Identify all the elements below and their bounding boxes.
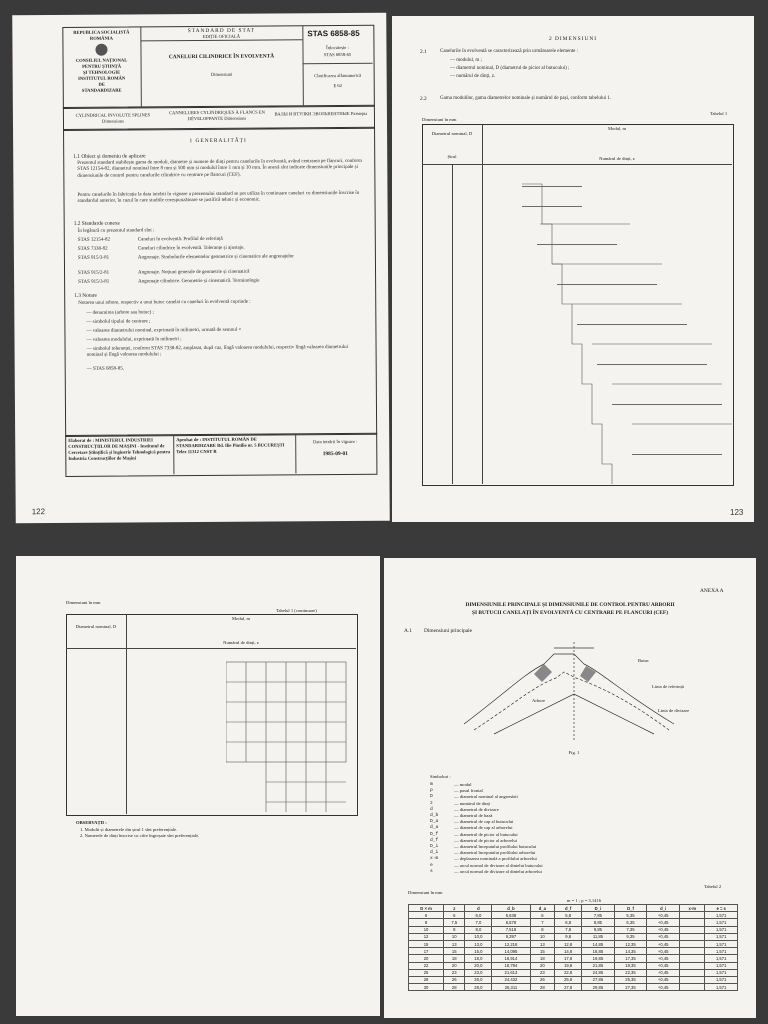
table-cell: 6,578 — [492, 919, 530, 926]
table-row — [409, 912, 738, 919]
table-cell: 23 — [530, 969, 555, 976]
table-cell — [680, 976, 705, 983]
classification-value: E 62 — [333, 83, 343, 89]
table-cell: 16,85 — [582, 948, 615, 955]
table-cell: 22,35 — [614, 969, 647, 976]
annex-title-2: ȘI BUTUCII CANELAȚI ÎN EVOLVENTĂ CU CENTRARE PE FLANCURI (CEF) — [471, 610, 669, 616]
edition-label: EDIȚIE OFICIALĂ — [202, 33, 241, 39]
table-cell: 1,571 — [705, 912, 738, 919]
ref-code: STAS 12154-82 — [77, 237, 111, 243]
table-2-subtitle: m = 1 ; p = 3,1416 — [566, 898, 602, 903]
symbol-key: d_f — [430, 837, 439, 843]
issuer-line: CONSILIUL NAȚIONAL — [75, 57, 128, 63]
ref-code: STAS 915/3-81 — [78, 279, 110, 285]
stas-code: STAS 6858-85 — [307, 28, 360, 39]
section-title: 2 DIMENSIUNI — [548, 36, 598, 42]
issuer-line: PENTRU ȘTIINȚĂ — [82, 63, 122, 69]
table-header-cell: e = s — [705, 905, 738, 912]
table-cell: 18,0 — [465, 955, 492, 962]
table-header-cell: d_i — [647, 905, 680, 912]
table-cell: 7,0 — [465, 919, 492, 926]
table-label: Tabelul 2 — [704, 884, 722, 889]
table-cell: 10 — [409, 926, 444, 933]
table-cell: 8,85 — [582, 919, 615, 926]
table-cell: 5,35 — [614, 912, 647, 919]
table-cell: 1,571 — [705, 926, 738, 933]
symbol-description: — pasul frontal — [454, 788, 483, 794]
table-cell: 28 — [444, 984, 465, 991]
annex-label: ANEXA A — [700, 588, 724, 594]
symbol-key: D_i — [430, 844, 439, 849]
replaces-label: Înlocuiește : — [326, 44, 349, 51]
table-cell: 9,8 — [555, 933, 582, 940]
table-cell: 12,216 — [492, 940, 530, 947]
table-cell: 7 — [530, 919, 555, 926]
table-cell: 8 — [409, 919, 444, 926]
table-row — [409, 948, 738, 955]
notation-item: — STAS 6858-85. — [86, 366, 124, 372]
subsection-a1-title: Dimensiuni principale — [424, 628, 473, 634]
table-cell: 21,85 — [582, 962, 615, 969]
table-cell: 20 — [530, 962, 555, 969]
ref-text: Caneluri cilindrice în evolventă. Toleranțe și ajustaje. — [137, 245, 245, 252]
col-header-diameter: Diametrul nominal, D — [431, 131, 473, 136]
table-row — [409, 926, 738, 933]
divider — [452, 164, 453, 484]
col-header-teeth: Numărul de dinți, z — [599, 156, 635, 161]
ref-text: Caneluri în evolventă. Profilul de referință — [137, 236, 223, 243]
label-reference-line: Linia de referință — [652, 684, 684, 689]
table-cell: 14,095 — [492, 948, 530, 955]
symbol-description: — diametrul nominal al angrenării — [454, 794, 518, 800]
table-row — [409, 976, 738, 983]
symbol-description: — numărul de dinți — [454, 800, 491, 806]
symbol-key: D_a — [430, 819, 439, 825]
symbol-description: — diametrul de cap al arborelui — [454, 825, 513, 831]
label-arbore: Arbore — [532, 698, 546, 703]
divider — [66, 648, 356, 649]
table-header-cell: z — [444, 905, 465, 912]
symbol-description: — deplasarea nominală a profilului arborelui — [454, 856, 537, 862]
subsection-a1: A.1 — [404, 628, 412, 634]
table-cell: 1,571 — [705, 976, 738, 983]
units-label: Dimensiuni în mm — [66, 600, 101, 605]
table-cell: 18 — [444, 955, 465, 962]
standard-label: STANDARD DE STAT — [187, 27, 255, 35]
table-cell: 6 — [530, 912, 555, 919]
table-cell: 27,35 — [614, 984, 647, 991]
table-cell: 24,432 — [492, 976, 530, 983]
footer-date-label: Data intrării în vigoare : — [312, 438, 358, 445]
table-cell: 24,85 — [582, 969, 615, 976]
table-cell: +0,45 — [647, 940, 680, 947]
table-cell: +0,45 — [647, 926, 680, 933]
symbol-description: — arcul normal de divizare al dintelui butucului — [454, 862, 543, 868]
notation-item: — valoarea diametrului nominal, exprimată în milimetri, urmată de semnul × — [86, 327, 242, 334]
table-cell: 29,85 — [582, 984, 615, 991]
table-cell: 15 — [444, 948, 465, 955]
table-cell: 26,311 — [492, 984, 530, 991]
table-header-cell: d_f — [555, 905, 582, 912]
subsection-1-2: 1.2 Standarde conexe — [73, 220, 120, 227]
col-header-module: Modul, m — [231, 616, 251, 621]
table-cell: 17 — [409, 948, 444, 955]
table-cell: 17,35 — [614, 955, 647, 962]
table-cell: 21,613 — [492, 969, 530, 976]
paragraph-1-2: În legătură cu prezentul standard sînt : — [77, 228, 155, 234]
table-header-cell: D × m — [409, 905, 444, 912]
table-cell: +0,45 — [647, 969, 680, 976]
table-cell: 28 — [409, 976, 444, 983]
table-cell: 1,571 — [705, 984, 738, 991]
translation-fr: CANNELURES CYLINDRIQUES À FLANCS EN DÉVELOPPANTE Dimensions — [168, 109, 265, 122]
page-124 — [16, 556, 380, 1016]
table-cell: 19,85 — [582, 955, 615, 962]
subsection-2-2: 2.2 — [420, 96, 427, 102]
page-122 — [12, 13, 390, 524]
issuer-line: INSTITUTUL ROMÂN — [78, 75, 126, 81]
observation-item: 2. Numerele de dinți înscrise cu cifre îngroșate sînt preferențiale. — [80, 833, 200, 838]
notation-item: — valoarea modulului, exprimată în milimetri ; — [86, 337, 182, 343]
classification-label: Clasificarea alfanumerică — [314, 72, 362, 79]
ref-code: STAS 7338-82 — [77, 246, 108, 252]
table-cell: +0,45 — [647, 948, 680, 955]
spline-profile-figure — [464, 634, 684, 744]
symbol-description: — diametrul de picior al butucului — [454, 831, 518, 837]
table-cell: 10 — [530, 933, 555, 940]
issuer-line: STANDARDIZARE — [81, 87, 122, 93]
document-title: CANELURI CILINDRICE ÎN EVOLVENTĂ — [168, 53, 275, 61]
divider — [126, 614, 127, 814]
table-header-cell: x·m — [680, 905, 705, 912]
table-row — [409, 940, 738, 947]
symbol-key: z — [430, 800, 433, 806]
symbol-key: D_f — [430, 831, 439, 837]
symbol-description: — diametrul de bază — [454, 813, 493, 818]
table-cell: 28,0 — [465, 984, 492, 991]
symbol-description: — diametrul de picior al arborelui — [454, 837, 517, 843]
table-cell: 1,571 — [705, 955, 738, 962]
table-header-row — [409, 905, 738, 912]
table-cell: 26 — [530, 976, 555, 983]
table-cell: 7,8 — [555, 926, 582, 933]
table-cell: +0,45 — [647, 955, 680, 962]
issuer-line: DE — [98, 81, 105, 87]
table-cell: 19,8 — [555, 962, 582, 969]
table-cell — [680, 955, 705, 962]
table-cell: 1,571 — [705, 948, 738, 955]
symbol-key: x·m — [430, 856, 439, 862]
table-cell: 9,85 — [582, 926, 615, 933]
table-cell — [680, 926, 705, 933]
symbol-description: — diametrul de cap al butucului — [454, 819, 514, 825]
table-cell: 15,0 — [465, 948, 492, 955]
notation-item: — simbolul tipului de centrare ; — [86, 319, 151, 325]
table-cell: 13 — [444, 940, 465, 947]
table-cell: 11,85 — [582, 933, 615, 940]
document-subtitle: Dimensiuni — [210, 71, 233, 77]
issuer-line: REPUBLICA SOCIALISTĂ — [73, 29, 130, 35]
table-label: Tabelul 1 (continuare) — [276, 608, 317, 613]
symbol-description: — diametrul începutului profilului butucului — [454, 844, 537, 849]
table-cell — [680, 969, 705, 976]
table-cell: 6 — [409, 912, 444, 919]
table-cell: +0,45 — [647, 984, 680, 991]
units-label: Dimensiuni în mm — [408, 890, 443, 895]
symbol-key: p — [430, 788, 433, 794]
paragraph-1-1: Prezentul standard stabilește gama de moduli, diametre și numere de dinți pentru canelurile în evolventă, având centrarea pe flancuri, conform STAS 12154-82, diametrul nominal între 8 mm și 500 mm și modulul între 1 mm și 10 mm. În anexă sînt indicate dimensiunile principale și dimensiunile de control pentru canelurile cilindrice cu centrare pe flancuri (CEF). — [77, 158, 362, 179]
table-cell: +0,45 — [647, 919, 680, 926]
table-cell: 5,638 — [492, 912, 530, 919]
symbol-key: D — [430, 794, 433, 800]
table-cell: 7,35 — [614, 926, 647, 933]
table-cell: 14,8 — [555, 948, 582, 955]
staircase-table — [482, 164, 732, 484]
table-cell: 27,8 — [555, 984, 582, 991]
table-cell — [680, 948, 705, 955]
page-annex-a — [384, 558, 756, 1018]
paragraph-2-2: Gama modulilor, gama diametrelor nominale și numărul de pași, conform tabelului 1. — [440, 96, 612, 101]
emblem-icon — [95, 44, 107, 56]
table-cell: 1,571 — [705, 940, 738, 947]
col-header-diameter: Diametrul nominal, D — [75, 624, 117, 629]
table-cell: 15 — [530, 948, 555, 955]
table-cell: 16,914 — [492, 955, 530, 962]
table-cell: 18 — [530, 955, 555, 962]
replaces-value: STAS 6858-65 — [323, 51, 352, 58]
table-cell: 6,0 — [465, 912, 492, 919]
symbol-key: d — [430, 806, 433, 812]
table-cell: 25 — [409, 969, 444, 976]
table-header-cell: D_f — [614, 905, 647, 912]
table-cell: 14,35 — [614, 948, 647, 955]
page-number: 123 — [730, 508, 744, 517]
table-cell: 1,571 — [705, 919, 738, 926]
table-cell — [680, 933, 705, 940]
issuer-block — [64, 29, 138, 94]
table-cell: 7,5 — [444, 919, 465, 926]
paragraph-2-1: Canelurile în evolventă se caracterizează prin următoarele elemente : — [440, 49, 578, 54]
paragraph-1-1b: Pentru canelurile în fabricație la data intrării în vigoare a prezentului standard se pot utiliza în continuare caneluri cu dimensiunile înscrise în standardul anterior, în cazul în care studiile corespunzătoare se justifică tehnic și economic. — [77, 190, 360, 205]
table-cell: +0,45 — [647, 976, 680, 983]
table-cell — [680, 962, 705, 969]
param-item: — diametrul nominal, D (diametrul de picior al butucului) ; — [450, 66, 570, 71]
table-header-cell: d_b — [492, 905, 530, 912]
footer-elaborated: Elaborat de : MINISTERUL INDUSTRIEI CONSTRUCȚIILOR DE MAȘINI - Institutul de Cercetare Științifică și Inginerie Tehnologică pentru Industria Construcțiilor de Mașini — [68, 437, 171, 461]
symbol-description: — diametrul de divizare — [454, 806, 499, 812]
table-cell: 26,0 — [465, 976, 492, 983]
symbol-key: d_b — [430, 813, 439, 818]
figure-caption: Fig. 1 — [568, 750, 580, 755]
subsection-1-3: 1.3 Notare — [74, 292, 97, 299]
table-cell: 10,0 — [465, 933, 492, 940]
table-cell — [680, 919, 705, 926]
table-cell: 5,8 — [555, 912, 582, 919]
section-title: 1 GENERALITĂȚI — [189, 137, 247, 145]
col-header-teeth: Numărul de dinți, z — [223, 640, 259, 645]
table-cell: 6,35 — [614, 919, 647, 926]
row-header-sir: Șirul — [447, 154, 457, 159]
table-cell: 7,518 — [492, 926, 530, 933]
table-row — [409, 955, 738, 962]
table-cell: 25,8 — [555, 976, 582, 983]
param-item: — numărul de dinți, z. — [450, 74, 496, 79]
table-cell: 19,35 — [614, 962, 647, 969]
table-row — [409, 933, 738, 940]
table-cell: 13 — [530, 940, 555, 947]
table-cell: +0,45 — [647, 962, 680, 969]
page-number: 122 — [31, 507, 46, 517]
symbol-description: — arcul normal de divizare al dintelui arborelui — [454, 868, 542, 874]
table-cell: 23 — [444, 969, 465, 976]
symbol-key: m — [430, 782, 433, 787]
table-cell: 7,85 — [582, 912, 615, 919]
table-cell: 12 — [409, 933, 444, 940]
table-cell: 13,0 — [465, 940, 492, 947]
table-cell: 20 — [409, 955, 444, 962]
footer-date: 1985-09-01 — [322, 450, 348, 458]
table-row — [409, 984, 738, 991]
table-cell: 12,35 — [614, 940, 647, 947]
notation-item: — denumirea (arbore sau butuc) ; — [86, 310, 154, 316]
table-cell: 30 — [409, 984, 444, 991]
table-cell: 27,85 — [582, 976, 615, 983]
table-header-cell: d — [465, 905, 492, 912]
symbol-key: e — [430, 862, 433, 868]
symbol-description: — diametrul începutului profilului arborelui — [454, 850, 536, 856]
table-row — [409, 962, 738, 969]
table-cell: 14,85 — [582, 940, 615, 947]
table-cell: 18,794 — [492, 962, 530, 969]
table-row — [409, 969, 738, 976]
symbol-key: d_i — [430, 850, 439, 856]
annex-title-1: DIMENSIUNILE PRINCIPALE ȘI DIMENSIUNILE DE CONTROL PENTRU ARBORII — [465, 602, 675, 608]
table-cell: 9,35 — [614, 933, 647, 940]
table-cell: 20,0 — [465, 962, 492, 969]
translation-en: CYLINDRICAL INVOLUTE SPLINES Dimensions — [75, 112, 151, 124]
table-cell: 1,571 — [705, 969, 738, 976]
table-cell: 22,8 — [555, 969, 582, 976]
table-cell — [680, 912, 705, 919]
paragraph-1-3: Notarea unui arbore, respectiv a unui butuc canelat cu caneluri în evolventă cuprinde : — [78, 299, 251, 306]
table-cell: 6,8 — [555, 919, 582, 926]
label-pitch-line: Linia de divizare — [658, 708, 690, 713]
table-cell: 17,8 — [555, 955, 582, 962]
table-cell: 26 — [444, 976, 465, 983]
table-cell: 9,397 — [492, 933, 530, 940]
table-cell: 1,571 — [705, 933, 738, 940]
symbol-key: s — [430, 868, 433, 874]
issuer-line: ȘI TEHNOLOGIE — [83, 69, 121, 75]
table-header-cell: D_i — [582, 905, 615, 912]
ref-text: Angrenaje. Noțiuni generale de geometrie și cinematică — [138, 269, 250, 276]
units-label: Dimensiuni în mm — [422, 117, 457, 122]
observations-title: OBSERVAȚII : — [76, 820, 107, 825]
table-cell: 15 — [409, 940, 444, 947]
observation-item: 1. Modulii și diametrele din șirul 1 sînt preferențiale. — [80, 827, 178, 832]
translation-ru: ВАЛЫ И ВТУЛКИ ЭВОЛЬВЕНТНЫЕ Размеры — [274, 110, 368, 117]
ref-code: STAS 915/2-81 — [78, 270, 110, 276]
subsection-1-1: 1.1 Obiect și domeniu de aplicare — [73, 153, 146, 160]
ref-text: Angrenaje. Simbolurile elementelor geometrice și cinematice ale angrenajelor — [137, 254, 294, 261]
table-cell: 23,0 — [465, 969, 492, 976]
table-cell: 8 — [444, 926, 465, 933]
table-cell — [680, 984, 705, 991]
symbols-title: Simboluri : — [430, 774, 451, 779]
issuer-line: ROMÂNIA — [89, 35, 113, 41]
symbol-description: — modul — [454, 782, 472, 787]
table-cell — [680, 940, 705, 947]
table-cell: 25,35 — [614, 976, 647, 983]
label-butuc: Butuc — [638, 658, 649, 663]
param-item: — modulul, m ; — [450, 58, 482, 63]
staircase-table-cont — [226, 652, 356, 812]
table-row — [409, 919, 738, 926]
table-cell: 22 — [409, 962, 444, 969]
table-header-cell: d_a — [530, 905, 555, 912]
table-label: Tabelul 1 — [710, 111, 728, 116]
table-cell: 20 — [444, 962, 465, 969]
table-cell: 8 — [530, 926, 555, 933]
ref-text: Angrenaje cilindrice. Geometrie și cinematică. Terminologie — [138, 278, 260, 285]
page-123 — [392, 16, 754, 522]
table-cell: 6 — [444, 912, 465, 919]
ref-code: STAS 915/3-81 — [77, 255, 110, 261]
table-cell: 12,8 — [555, 940, 582, 947]
symbol-key: d_a — [430, 825, 439, 831]
table-cell: 28 — [530, 984, 555, 991]
notation-item: — simbolul toleranței, conform STAS 7338-82, amplasat, după caz, lîngă valoarea modulului, respectiv lîngă valoarea diametrului nominal și lîngă valoarea modulului ; — [86, 344, 349, 359]
table-cell: 1,571 — [705, 962, 738, 969]
table-cell: 8,0 — [465, 926, 492, 933]
table-cell: +0,45 — [647, 912, 680, 919]
col-header-module: Modul, m — [607, 126, 627, 131]
table-cell: +0,45 — [647, 933, 680, 940]
table-2 — [408, 904, 738, 991]
table-cell: 10 — [444, 933, 465, 940]
footer-approved: Aprobat de : INSTITUTUL ROMÂN DE STANDARDIZARE Bd. Ilie Pintilie nr. 5 BUCUREȘTI Telex 11312 CNST R — [176, 436, 285, 455]
subsection-2-1: 2.1 — [420, 49, 427, 55]
